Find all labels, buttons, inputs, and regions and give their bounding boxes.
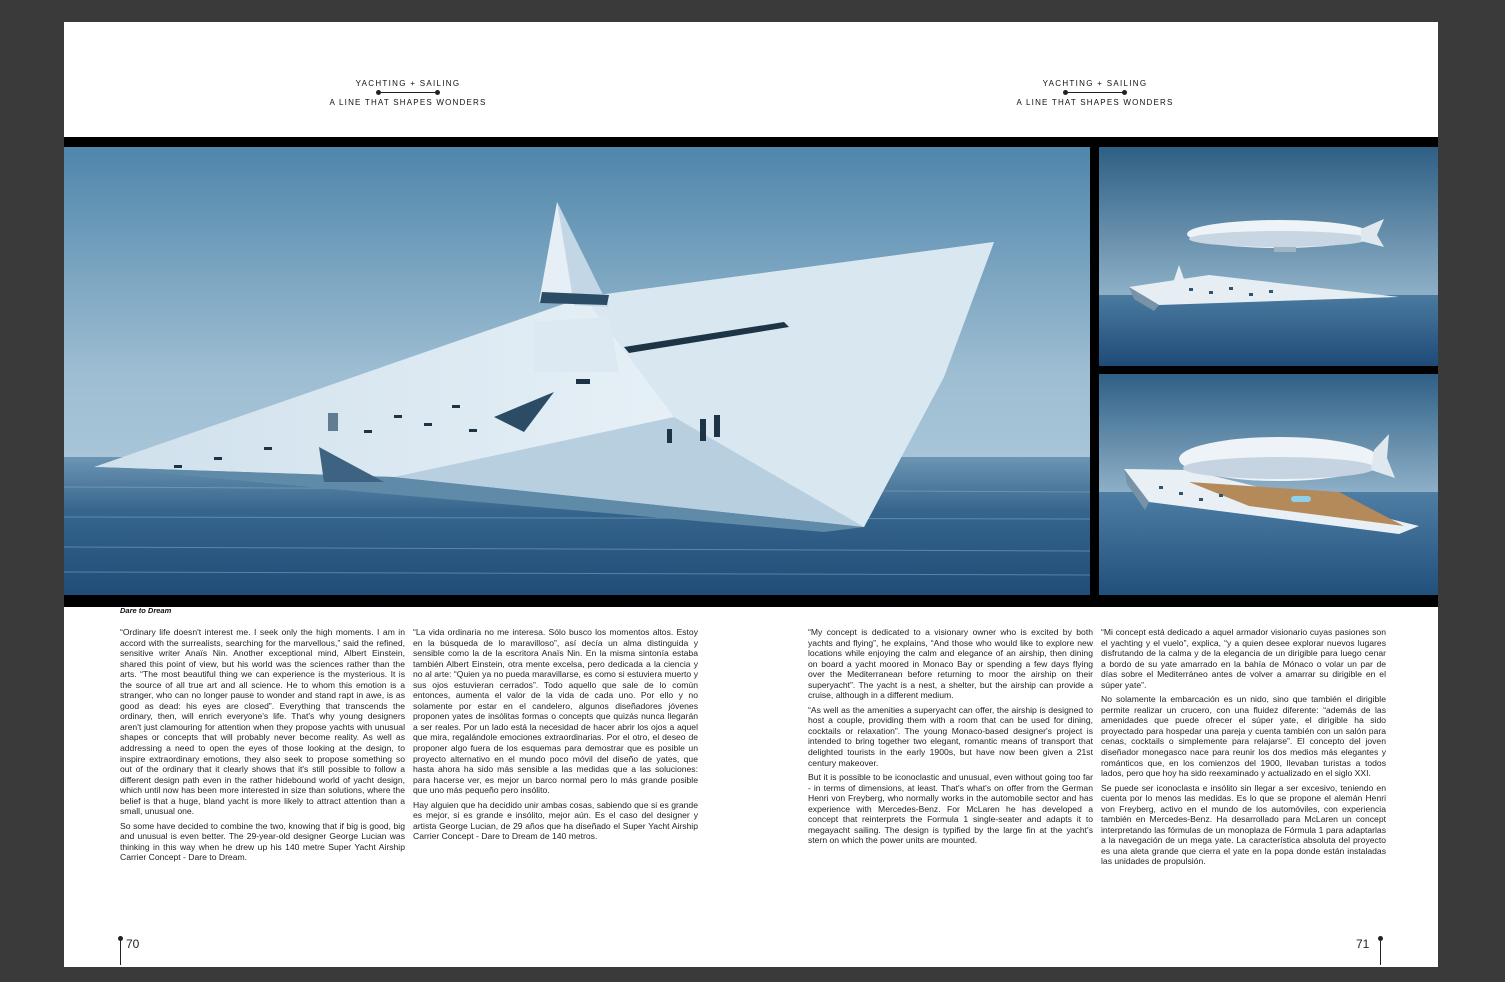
page-marker-left [120,937,121,965]
yacht-main-image [64,147,1090,595]
paragraph: Hay alguien que ha decidido unir ambas cosas, sabiendo que si es grande es mejor, si es grande e insólito, mejor aún. Es el caso del designer y artista George Lucian, de 29 años que ha diseñado el Super Yacht Airship Carrier Concept - Dare to Dream de 140 metros. [413,799,698,842]
page-number-left: 70 [126,937,140,951]
header-divider [378,92,438,93]
paragraph: But it is possible to be iconoclastic and unusual, even without going too far - in terms of dimensions, at least. That's what's on offer from the German Henri von Freyberg, who normally works in the automobile sector and has experience with Mercedes-Benz. For McLaren he has developed a concept that reinterprets the Formula 1 single-seater and adapts it to megayacht sailing. The design is typified by the large fin at the yacht's stern on which the power units are mounted. [808,772,1093,846]
image-caption: Dare to Dream [120,606,172,615]
paragraph: So some have decided to combine the two, knowing that if big is good, big and unusual is even better. The 29-year-old designer George Lucian was thinking in this way when he drew up his 140 metre Super Yacht Airship Carrier Concept - Dare to Dream. [120,820,405,863]
section-subtitle: A LINE THAT SHAPES WONDERS [329,98,487,107]
header-right [965,79,1225,107]
paragraph: No solamente la embarcación es un nido, sino que también el dirigible permite realizar un crucero, con una fluidez diferente: “además de las amenidades que puede ofrecer el súper yate, el dirigible ha sido proyectado para hospedar una pareja y cuenta también con un salón para cenas, cocktails o simplemente para relajarse”. El concepto del joven diseñador monegasco nace para reunir los dos medios más elegantes y románticos que, en los comienzos del 1900, llevaban turistas a todos lados, pero que hoy ha sido reexaminado y actualizado en el siglo XXI. [1101,694,1386,779]
paragraph: “Ordinary life doesn't interest me. I seek only the high moments. I am in accord with the surrealists, searching for the marvellous,” said the refined, sensitive writer Anaïs Nin. Another exceptional mind, Albert Einstein, shared this point of view, but his world was the sciences rather than the arts. “The most beautiful thing we can experience is the mysterious. It is the source of all true art and all science. He to whom this emotion is a stranger, who can no longer pause to wonder and stand rapt in awe, is as good as dead: his eyes are closed”. Everything that transcends the ordinary, then, will enrich everyone's life. That's why young designers aren't just clamouring for attention when they propose yachts with unusual shapes or concepts that will probably never become reality. As well as addressing a need to open the eyes of those looking at the design, to inspire extraordinary emotions, they also seek to propose something so out of the ordinary that it clearly shows that it's still possible to follow a different design path even in the rather hidebound world of yacht design, which until now has been more interested in size than solutions, where the belief is that a huge, bland yacht is more likely to attract attention than a small, unusual one. [120,627,405,817]
paragraph: “My concept is dedicated to a visionary owner who is excited by both yachts and flying”, he explains, “And those who would like to explore new locations while enjoying the calm and elegance of an airship, then dining on board a yacht moored in Monaco Bay or spending a few days flying over the Mediterranean before returning to moor the airship on their superyacht”. The yacht is a nest, a shelter, but the airship can provide a cruise, although in a different medium. [808,627,1093,701]
header-left [278,79,538,107]
magazine-spread [64,22,1438,967]
page-marker-right [1380,937,1381,965]
text-column-spanish-left [413,627,698,846]
paragraph: Se puede ser iconoclasta e insólito sin llegar a ser excesivo, teniendo en cuenta por lo menos las medidas. Es lo que se propone el alemán Henri von Freyberg, activo en el mundo de los automóviles, con experiencia también en Mercedes-Benz. Ha desarrollado para McLaren un concept interpretando las fórmulas de un monoplaza de Fórmula 1 para adaptarlas a la navegación de un mega yate. La característica absoluta del proyecto es una aleta grande que cierra el yate en la popa donde están instaladas las unidades de propulsión. [1101,782,1386,867]
section-title: YACHTING + SAILING [355,79,461,88]
text-column-english-left [120,627,405,867]
paragraph: “Mi concept está dedicado a aquel armador visionario cuyas pasiones son el yachting y el vuelo”, explica, “y a quien desee explorar nuevos lugares disfrutando de la calma y de la elegancia de un dirigible para luego cenar a bordo de su yate amarrado en la bahía de Mónaco o volar un par de días sobre el Mediterráneo antes de volver a amarrar su dirigible en el súper yate”. [1101,627,1386,690]
paragraph: “As well as the amenities a superyacht can offer, the airship is designed to host a couple, providing them with a room that can be used for dining, cocktails or relaxation”. The young Monaco-based designer's project is intended to bring together two elegant, romantic means of transport that delighted tourists in the early 1900s, but have now been given a 21st century makeover. [808,704,1093,768]
section-subtitle: A LINE THAT SHAPES WONDERS [1016,98,1174,107]
paragraph: “La vida ordinaria no me interesa. Sólo busco los momentos altos. Estoy en la búsqueda de lo maravilloso”, así decía un alma distinguida y sensible como la de la escritora Anaïs Nin. En la misma sintonía estaba también Albert Einstein, otra mente excelsa, pero dedicada a la ciencia y no al arte: “Quien ya no pueda maravillarse, es como si estuviera muerto y sus ojos estuvieran cerrados”. Todo aquello que sale de lo común entonces, aumenta el valor de la vida de cada uno. Por ello y no solamente por estar en el candelero, algunos diseñadores jóvenes proponen yates de insólitas formas o concepts que quizás nunca llegarán a ser reales. Por un lado está la necesidad de hacer abrir los ojos a aquel que mira, regalándole emociones extraordinarias. Por el otro, el deseo de proponer algo fuera de los esquemas para demostrar que es posible un proyecto alternativo en el mundo poco móvil del diseño de yates, que hasta ahora ha sido más sensible a las medidas que a las soluciones: para hacerse ver, es mejor un barco normal pero lo más grande posible que uno más pequeño pero insólito. [413,627,698,796]
text-column-spanish-right [1101,627,1386,871]
section-title: YACHTING + SAILING [1042,79,1148,88]
airship-image-bottom [1099,374,1438,595]
page-number-right: 71 [1356,937,1370,951]
airship-image-top [1099,147,1438,366]
text-column-english-right [808,627,1093,850]
header-divider [1065,92,1125,93]
